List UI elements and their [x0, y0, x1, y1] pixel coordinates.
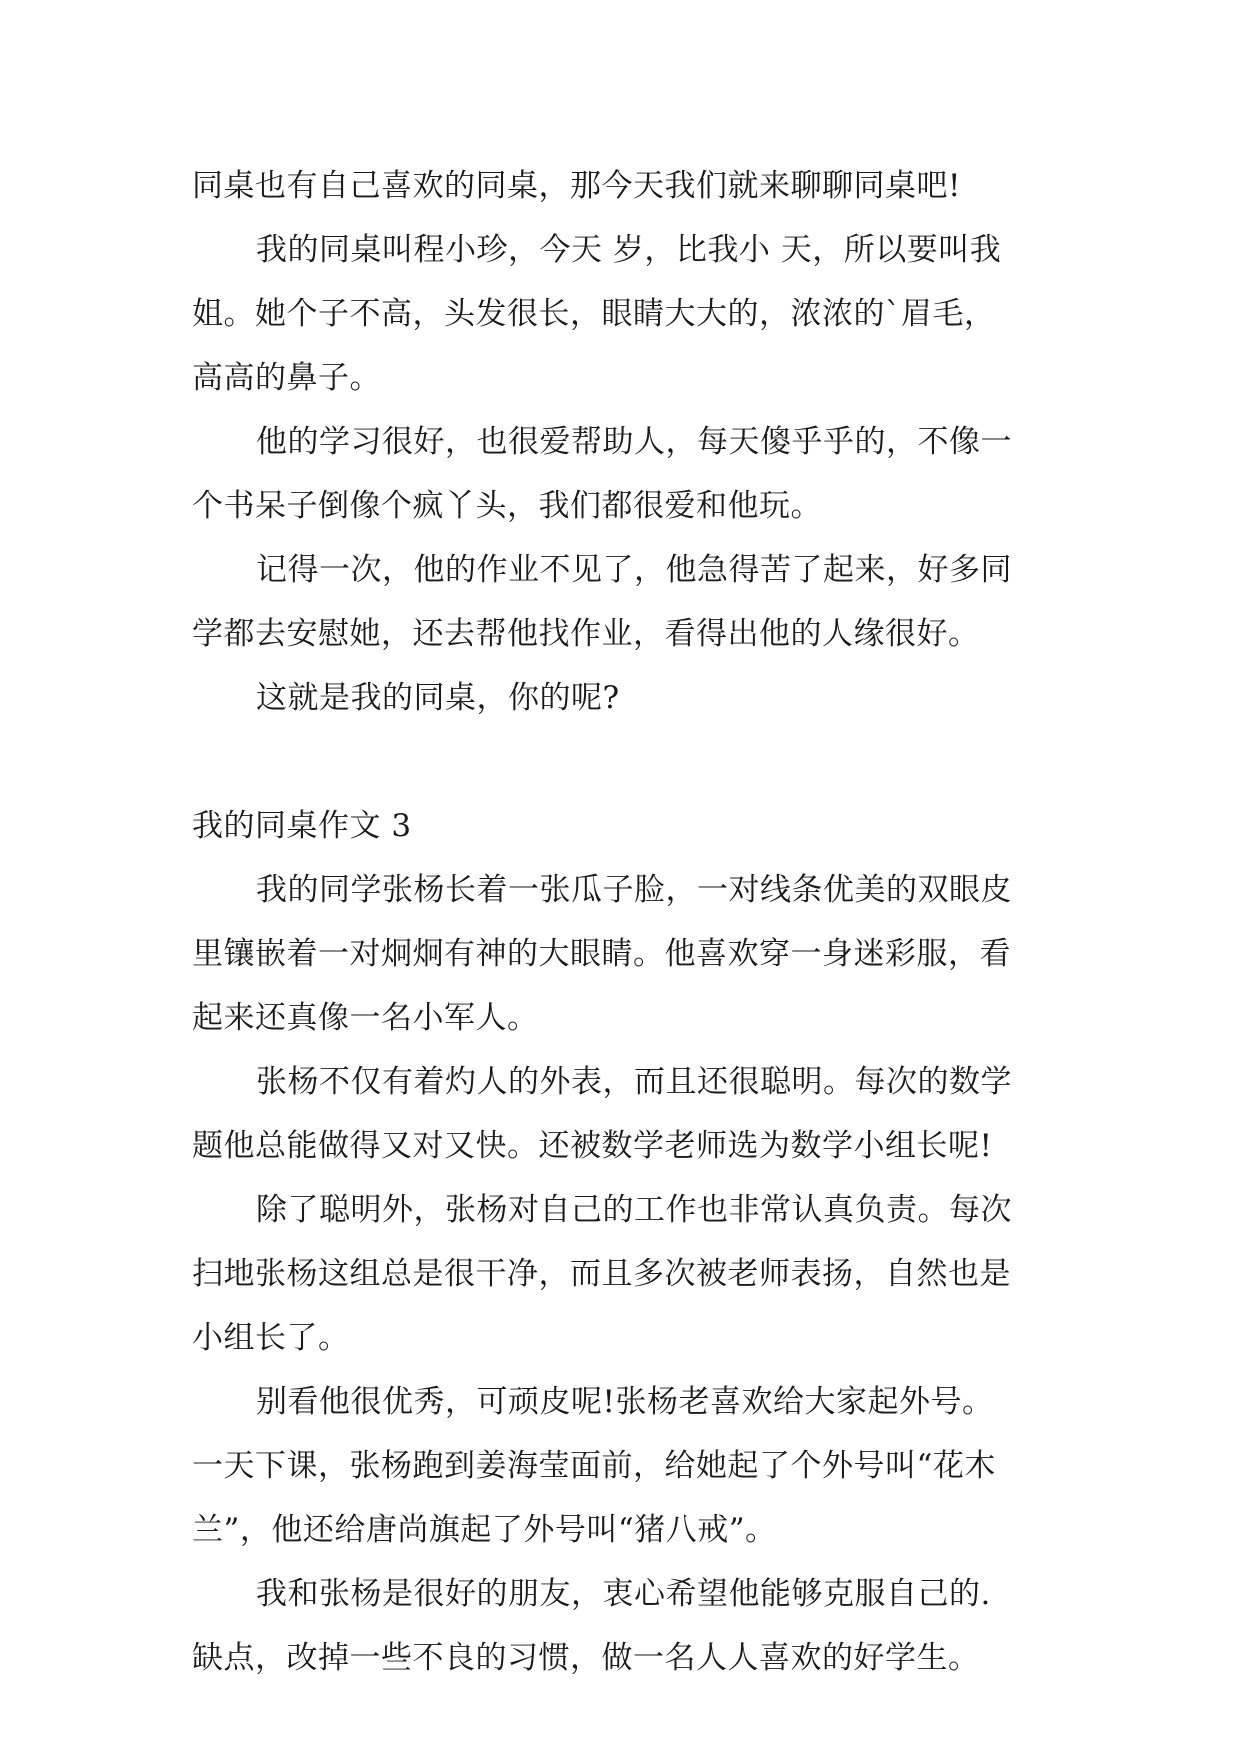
- paragraph-line: 缺点，改掉一些不良的习惯，做一名人人喜欢的好学生。: [192, 1640, 980, 1676]
- paragraph-line: 小组长了。: [192, 1320, 350, 1356]
- paragraph-line: 我的同桌叫程小珍，今天 岁，比我小 天，所以要叫我: [256, 232, 1002, 268]
- paragraph-line: 学都去安慰她，还去帮他找作业，看得出他的人缘很好。: [192, 616, 980, 652]
- paragraph-line: 这就是我的同桌，你的呢?: [256, 680, 620, 716]
- paragraph-line: 我和张杨是很好的朋友，衷心希望他能够克服自己的.: [256, 1576, 991, 1612]
- paragraph-line: 一天下课，张杨跑到姜海莹面前，给她起了个外号叫“花木: [192, 1448, 996, 1484]
- paragraph-line: 兰”，他还给唐尚旗起了外号叫“猪八戒”。: [192, 1512, 777, 1548]
- paragraph-line: 张杨不仅有着灼人的外表，而且还很聪明。每次的数学: [256, 1064, 1012, 1100]
- paragraph-line: 同桌也有自己喜欢的同桌，那今天我们就来聊聊同桌吧!: [192, 168, 961, 204]
- paragraph-line: 除了聪明外，张杨对自己的工作也非常认真负责。每次: [256, 1192, 1012, 1228]
- paragraph-line: 高高的鼻子。: [192, 360, 381, 396]
- paragraph-line: 题他总能做得又对又快。还被数学老师选为数学小组长呢!: [192, 1128, 993, 1164]
- paragraph-line: 他的学习很好，也很爱帮助人，每天傻乎乎的，不像一: [256, 424, 1012, 460]
- paragraph-line: 别看他很优秀，可顽皮呢!张杨老喜欢给大家起外号。: [256, 1384, 994, 1420]
- paragraph-line: 记得一次，他的作业不见了，他急得苦了起来，好多同: [256, 552, 1012, 588]
- paragraph-line: 姐。她个子不高，头发很长，眼睛大大的，浓浓的`眉毛，: [192, 296, 996, 332]
- paragraph-line: 扫地张杨这组总是很干净，而且多次被老师表扬，自然也是: [192, 1256, 1011, 1292]
- paragraph-line: 里镶嵌着一对炯炯有神的大眼睛。他喜欢穿一身迷彩服，看: [192, 936, 1011, 972]
- paragraph-line: 起来还真像一名小军人。: [192, 1000, 539, 1036]
- paragraph-line: 我的同学张杨长着一张瓜子脸，一对线条优美的双眼皮: [256, 872, 1012, 908]
- paragraph-line: 个书呆子倒像个疯丫头，我们都很爱和他玩。: [192, 488, 822, 524]
- section-heading: 我的同桌作文 3: [192, 808, 412, 844]
